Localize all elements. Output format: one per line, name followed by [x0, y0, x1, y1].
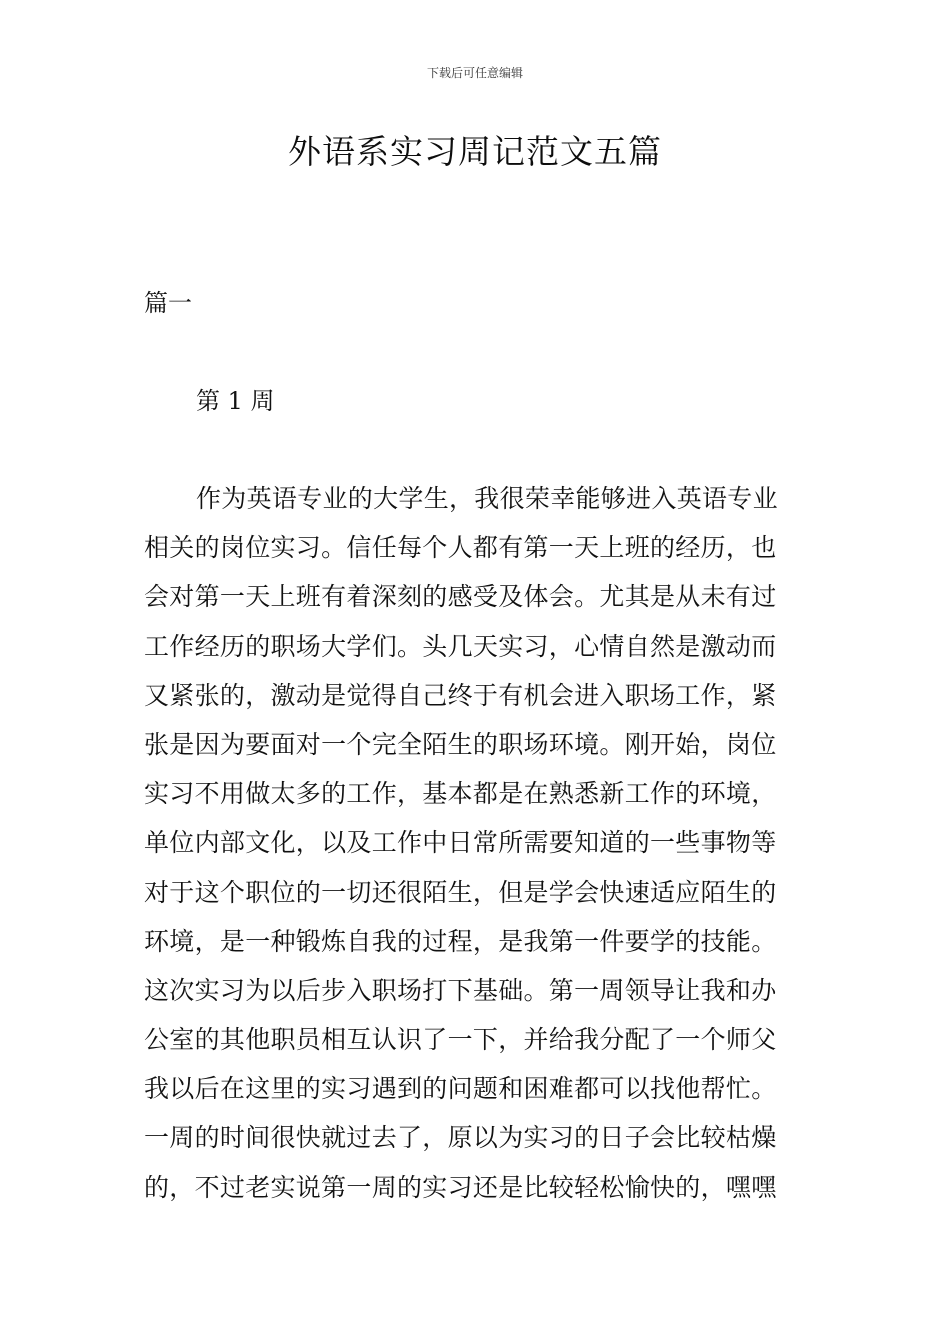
- page-title: 外语系实习周记范文五篇: [288, 132, 662, 171]
- body-line: 张是因为要面对一个完全陌生的职场环境。刚开始，岗位: [144, 729, 777, 759]
- body-line: 环境，是一种锻炼自我的过程，是我第一件要学的技能。: [144, 926, 777, 956]
- body-line: 单位内部文化，以及工作中日常所需要知道的一些事物等: [144, 828, 777, 858]
- body-line: 作为英语专业的大学生，我很荣幸能够进入英语专业: [196, 484, 778, 513]
- body-line: 相关的岗位实习。信任每个人都有第一天上班的经历，也: [144, 533, 777, 563]
- body-line: 一周的时间很快就过去了，原以为实习的日子会比较枯燥: [144, 1123, 777, 1153]
- body-line: 的，不过老实说第一周的实习还是比较轻松愉快的，嘿嘿: [144, 1172, 777, 1202]
- body-line: 我以后在这里的实习遇到的问题和困难都可以找他帮忙。: [144, 1074, 777, 1104]
- section-label: 篇一: [144, 289, 192, 317]
- body-line: 对于这个职位的一切还很陌生，但是学会快速适应陌生的: [144, 877, 777, 907]
- body-line: 又紧张的，激动是觉得自己终于有机会进入职场工作，紧: [144, 680, 777, 710]
- week-label: 第 1 周: [196, 387, 275, 415]
- body-paragraph: [144, 474, 809, 1212]
- body-line: 实习不用做太多的工作，基本都是在熟悉新工作的环境，: [144, 779, 777, 809]
- body-line: 工作经历的职场大学们。头几天实习，心情自然是激动而: [144, 631, 777, 661]
- body-line: 这次实习为以后步入职场打下基础。第一周领导让我和办: [144, 975, 777, 1005]
- body-line: 会对第一天上班有着深刻的感受及体会。尤其是从未有过: [144, 582, 777, 612]
- body-line: 公室的其他职员相互认识了一下，并给我分配了一个师父: [144, 1025, 777, 1055]
- header-note: 下载后可任意编辑: [426, 66, 523, 80]
